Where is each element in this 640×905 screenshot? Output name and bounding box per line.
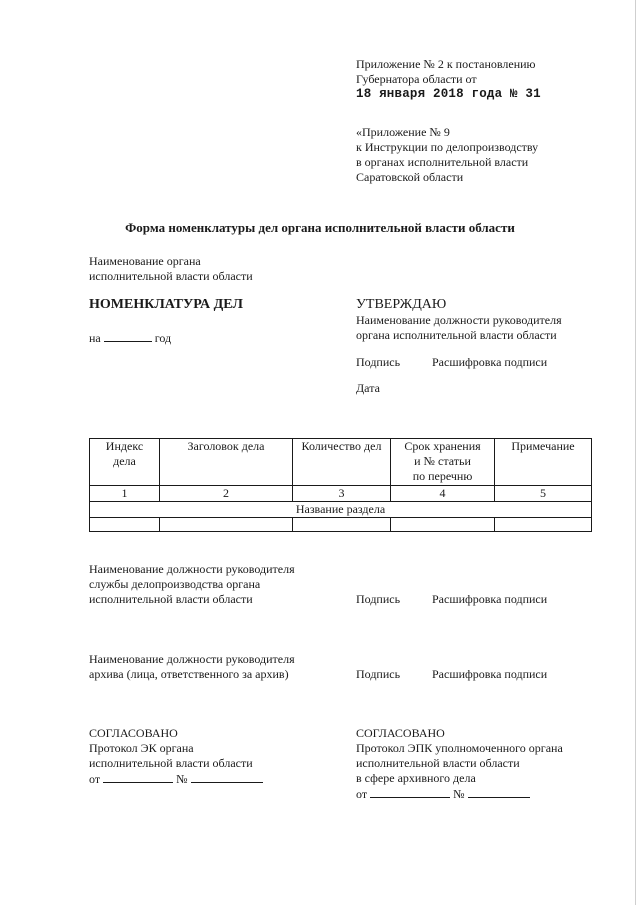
date-blank [370,786,450,798]
number-blank [191,771,263,783]
archive-head-line-2: архива (лица, ответственного за архив) [89,667,289,681]
section-name: Название раздела [90,502,592,518]
instruction-appendix-header [356,125,538,185]
header-index: Индекс дела [90,439,160,486]
table-number-row [90,486,592,502]
approve-decoding: Расшифровка подписи [432,355,548,369]
agreed-right-title: СОГЛАСОВАНО [356,726,445,740]
approve-line-2: органа исполнительной власти области [356,328,557,342]
agreed-left-title: СОГЛАСОВАНО [89,726,178,740]
empty-cell [160,518,293,532]
year-prefix: на [89,331,101,345]
from-label: от [356,787,368,801]
number-blank [468,786,530,798]
empty-cell [391,518,495,532]
org-name-line-1: Наименование органа [89,254,201,268]
agreed-left-line-1: Протокол ЭК органа [89,741,194,755]
approve-date: Дата [356,381,380,395]
column-number: 4 [391,486,495,502]
office-head-decoding: Расшифровка подписи [432,592,548,606]
column-number: 2 [160,486,293,502]
office-head-signature: Подпись [356,592,401,606]
archive-head-signature: Подпись [356,667,401,681]
agreed-right-line-3: в сфере архивного дела [356,771,476,785]
agreed-right-from-row [356,786,563,802]
agreed-left-from-row [89,771,263,787]
column-number: 1 [90,486,160,502]
office-head-line-2: службы делопроизводства органа [89,577,261,591]
office-head-line-1: Наименование должности руководителя [89,562,295,576]
instruction-line-1: «Приложение № 9 [356,125,450,139]
table-empty-row [90,518,592,532]
agreed-left-block [89,726,263,787]
column-number: 5 [495,486,592,502]
appendix-line-2: Губернатора области от [356,72,477,86]
table-section-row [90,502,592,518]
archive-head-block [89,652,295,682]
empty-cell [293,518,391,532]
agreed-right-line-2: исполнительной власти области [356,756,520,770]
appendix-line-1: Приложение № 2 к постановлению [356,57,536,71]
empty-cell [90,518,160,532]
appendix-header [356,57,541,102]
header-count: Количество дел [293,439,391,486]
year-blank [104,330,152,342]
archive-head-line-1: Наименование должности руководителя [89,652,295,666]
archive-head-decoding: Расшифровка подписи [432,667,548,681]
nomenclature-year [89,330,171,346]
approve-title: УТВЕРЖДАЮ [356,297,447,312]
from-label: от [89,772,101,786]
header-note: Примечание [495,439,592,486]
date-blank [103,771,173,783]
office-head-block [89,562,295,607]
number-label: № [453,787,465,801]
approve-line-1: Наименование должности руководителя [356,313,562,327]
nomenclature-table [89,438,592,532]
org-name-line-2: исполнительной власти области [89,269,253,283]
header-retention: Срок хранения и № статьи по перечню [391,439,495,486]
number-label: № [176,772,188,786]
approve-position [356,313,562,343]
table-header-row [90,439,592,486]
instruction-line-2: к Инструкции по делопроизводству [356,140,539,154]
office-head-line-3: исполнительной власти области [89,592,253,606]
year-suffix: год [154,331,172,345]
org-name-block [89,254,253,284]
nomenclature-title: НОМЕНКЛАТУРА ДЕЛ [89,297,243,312]
agreed-right-line-1: Протокол ЭПК уполномоченного органа [356,741,563,755]
appendix-date-stamp: 18 января 2018 года № 31 [356,87,541,101]
column-number: 3 [293,486,391,502]
agreed-right-block [356,726,563,802]
form-title: Форма номенклатуры дел органа исполнительной власти области [125,220,515,235]
scan-edge-line [635,0,636,905]
approve-signature: Подпись [356,355,401,369]
empty-cell [495,518,592,532]
instruction-line-3: в органах исполнительной власти [356,155,529,169]
agreed-left-line-2: исполнительной власти области [89,756,253,770]
header-title: Заголовок дела [160,439,293,486]
instruction-line-4: Саратовской области [356,170,464,184]
